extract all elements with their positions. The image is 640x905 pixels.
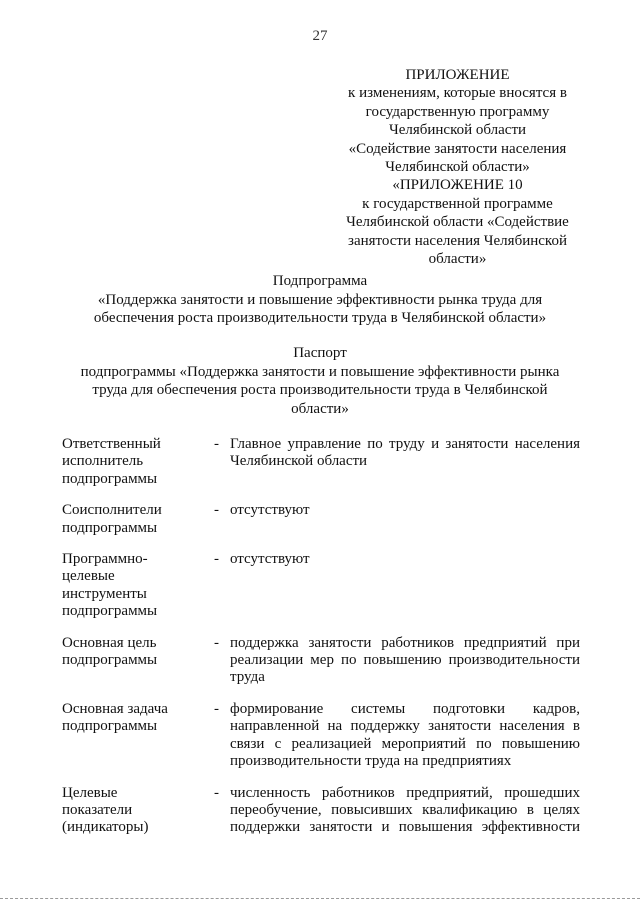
passport-heading: Паспорт (293, 345, 347, 361)
row-value-line: переобучение, повысивших квалификацию в целях (230, 801, 580, 818)
row-label-line: целевые (62, 568, 115, 585)
row-dash: - (214, 502, 219, 519)
row-label (62, 701, 212, 771)
row-value-line: связи с реализацией мероприятий по повышению (230, 735, 580, 752)
row-value-line: поддержки занятости и повышения эффективности (230, 819, 580, 836)
appendix-line: государственную программу (365, 103, 550, 120)
row-value-line: труда (230, 669, 265, 686)
appendix-header (330, 66, 585, 268)
row-label-line: показатели (62, 801, 133, 818)
appendix-line: области» (428, 251, 487, 268)
passport-title-line: подпрограммы «Поддержка занятости и повышение эффективности рынка (80, 363, 560, 380)
passport-table (62, 436, 580, 837)
row-label (62, 436, 212, 488)
subprogram-title-block (40, 272, 600, 328)
row-label-line (62, 635, 212, 652)
row-label-word: Основная (62, 634, 124, 651)
row-label (62, 551, 212, 621)
subprogram-title-line: обеспечения роста производительности труда в Челябинской области» (93, 310, 547, 326)
appendix-line: ПРИЛОЖЕНИЕ (405, 67, 510, 83)
row-value-line: отсутствуют (230, 502, 310, 519)
row-label-word: задача (127, 700, 168, 717)
appendix-line: «Содействие занятости населения (348, 140, 567, 157)
table-row-indicators (62, 785, 580, 837)
row-label-line: подпрограммы (62, 652, 158, 669)
table-row-coexecutors (62, 502, 580, 537)
row-dash: - (214, 634, 219, 651)
table-row-responsible (62, 436, 580, 488)
row-label-line: Целевые (62, 784, 118, 801)
table-row-instruments (62, 551, 580, 621)
row-value-line: направленной на поддержку занятости населения в (230, 718, 580, 735)
row-label-word: Основная (62, 700, 124, 717)
row-dash: - (214, 551, 219, 568)
row-label-line: подпрограммы (62, 470, 158, 487)
row-dash: - (214, 784, 219, 801)
row-value-line: поддержка занятости работников предприятий при (230, 634, 580, 651)
row-value-line: формирование системы подготовки кадров, (230, 700, 580, 717)
row-label-line: подпрограммы (62, 718, 158, 735)
row-value (230, 701, 580, 771)
row-dash: - (214, 436, 219, 452)
passport-title-block (40, 344, 600, 418)
row-dash: - (214, 700, 219, 717)
appendix-line: Челябинской области «Содействие (346, 214, 569, 231)
row-label-line: Программно- (62, 551, 148, 568)
row-value-line: реализации мер по повышению производительности (230, 652, 580, 669)
row-label-line (62, 701, 212, 718)
table-row-goal (62, 635, 580, 687)
appendix-line: Челябинской области (388, 122, 527, 139)
row-label (62, 785, 212, 837)
row-label-line: Соисполнители (62, 502, 162, 519)
row-value (230, 551, 580, 621)
row-value-line: отсутствуют (230, 551, 310, 568)
row-label-line: исполнитель (62, 453, 144, 470)
row-label-line: подпрограммы (62, 519, 158, 536)
row-value (230, 785, 580, 837)
row-value (230, 436, 580, 488)
row-value (230, 635, 580, 687)
appendix-line: к государственной программе (362, 195, 553, 212)
row-label-line: инструменты (62, 585, 147, 602)
row-label (62, 502, 212, 537)
row-value-line: Главное управление по труду и занятости населения (230, 436, 580, 452)
row-value-line: Челябинской области (230, 453, 368, 470)
passport-title-line: области» (291, 400, 349, 417)
row-value-line: производительности труда на предприятиях (230, 753, 512, 770)
row-label-line: подпрограммы (62, 603, 158, 620)
row-label-word: цель (127, 634, 157, 651)
appendix-line: к изменениям, которые вносятся в (348, 85, 567, 102)
row-value-line: численность работников предприятий, прошедших (230, 784, 580, 801)
page-number: 27 (312, 28, 328, 44)
subprogram-title-line: «Поддержка занятости и повышение эффективности рынка труда для (97, 291, 543, 308)
appendix-line: «ПРИЛОЖЕНИЕ 10 (392, 177, 523, 194)
page-bottom-divider (0, 898, 640, 899)
row-label-line: Ответственный (62, 436, 161, 452)
row-label (62, 635, 212, 687)
appendix-line: занятости населения Челябинской (348, 232, 567, 249)
row-value (230, 502, 580, 537)
passport-title-line: труда для обеспечения роста производительности труда в Челябинской (92, 382, 548, 398)
subprogram-heading: Подпрограмма (272, 273, 368, 289)
appendix-line: Челябинской области» (385, 159, 530, 176)
row-label-line: (индикаторы) (62, 819, 149, 836)
table-row-task (62, 701, 580, 771)
